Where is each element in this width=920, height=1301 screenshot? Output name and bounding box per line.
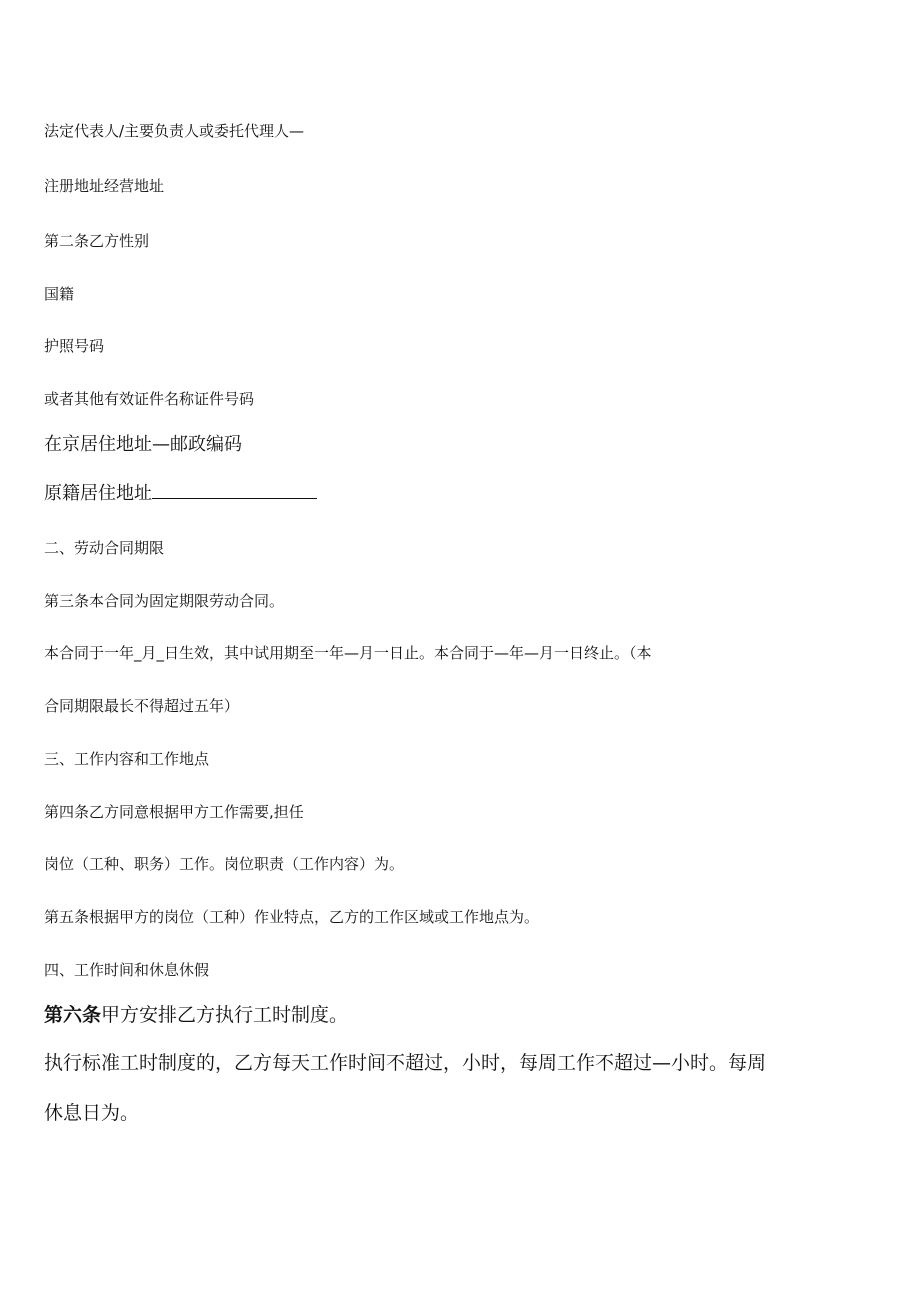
registered-address-line: 注册地址经营地址 bbox=[44, 177, 165, 195]
contract-limit-line: 合同期限最长不得超过五年） bbox=[44, 697, 240, 715]
legal-representative-line: 法定代表人/主要负责人或委托代理人— bbox=[44, 122, 305, 140]
standard-hours-line: 执行标准工时制度的，乙方每天工作时间不超过，小时，每周工作不超过—小时。每周 bbox=[44, 1052, 767, 1074]
article-five-line: 第五条根据甲方的岗位（工种）作业特点，乙方的工作区域或工作地点为。 bbox=[44, 908, 540, 926]
other-id-line: 或者其他有效证件名称证件号码 bbox=[44, 390, 255, 408]
article-three-line: 第三条本合同为固定期限劳动合同。 bbox=[44, 592, 285, 610]
passport-number-line: 护照号码 bbox=[44, 337, 105, 355]
original-address-label: 原籍居住地址 bbox=[44, 483, 152, 504]
section-four-heading: 四、工作时间和休息休假 bbox=[44, 961, 210, 979]
original-address-line bbox=[44, 479, 317, 505]
article-six-text: 甲方安排乙方执行工时制度。 bbox=[101, 1004, 349, 1026]
section-three-heading: 三、工作内容和工作地点 bbox=[44, 750, 210, 768]
article-six-label: 第六条 bbox=[44, 1004, 102, 1026]
contract-effective-line: 本合同于一年_月_日生效，其中试用期至一年—月一日止。本合同于—年—月一日终止。（本 bbox=[44, 644, 652, 662]
original-address-blank bbox=[152, 484, 317, 499]
position-duties-line: 岗位（工种、职务）工作。岗位职责（工作内容）为。 bbox=[44, 855, 405, 873]
article-six-line bbox=[44, 1000, 348, 1027]
rest-day-line: 休息日为。 bbox=[44, 1102, 140, 1124]
nationality-line: 国籍 bbox=[44, 285, 75, 303]
article-four-line: 第四条乙方同意根据甲方工作需要,担任 bbox=[44, 803, 304, 821]
article-two-line: 第二条乙方性别 bbox=[44, 232, 150, 250]
beijing-address-line: 在京居住地址—邮政编码 bbox=[44, 434, 242, 455]
section-two-heading: 二、劳动合同期限 bbox=[44, 539, 165, 557]
